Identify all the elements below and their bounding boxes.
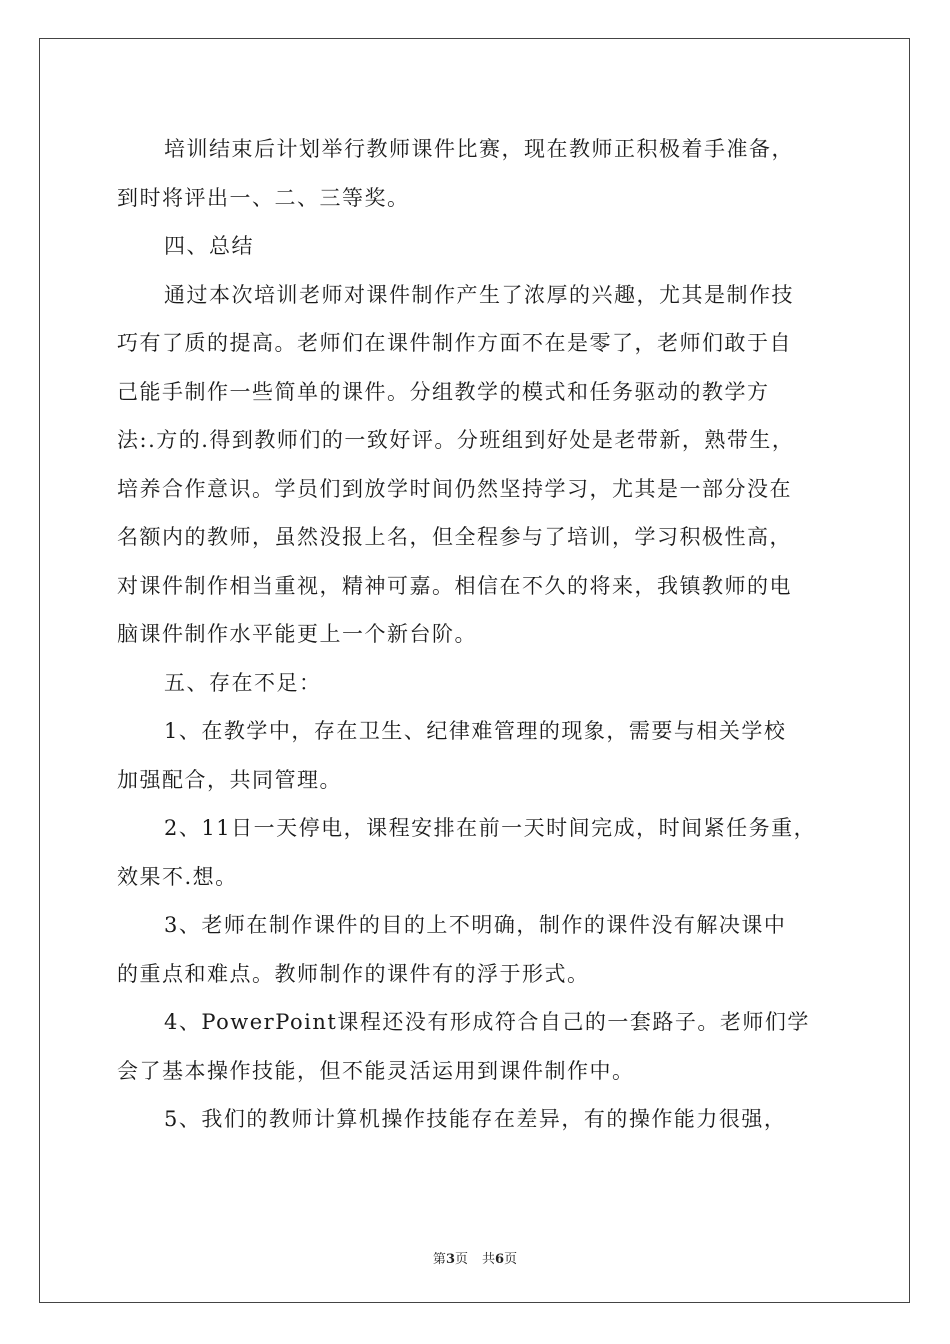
text-line: 名额内的教师，虽然没报上名，但全程参与了培训，学习积极性高， [117, 525, 792, 549]
total-suffix: 页 [504, 1252, 518, 1267]
list-item-1: 1、在教学中，存在卫生、纪律难管理的现象，需要与相关学校 [164, 719, 787, 743]
text-line: 会了基本操作技能，但不能灵活运用到课件制作中。 [117, 1058, 635, 1083]
current-page-number: 3 [445, 1252, 455, 1267]
text-line: 效果不.想。 [117, 864, 238, 889]
text-line: 培训结束后计划举行教师课件比赛，现在教师正积极着手准备， [164, 137, 794, 161]
document-body [117, 130, 837, 1149]
text-line: 加强配合，共同管理。 [117, 767, 342, 792]
text-line: 己能手制作一些简单的课件。分组教学的模式和任务驱动的教学方 [117, 379, 770, 404]
section-heading-shortcomings: 五、存在不足： [164, 670, 322, 695]
section-heading-summary: 四、总结 [164, 234, 254, 258]
text-line: 到时将评出一、二、三等奖。 [117, 185, 410, 210]
list-item-2: 2、11日一天停电，课程安排在前一天时间完成，时间紧任务重， [164, 816, 817, 840]
page-prefix: 第 [432, 1252, 446, 1267]
total-page-number: 6 [495, 1252, 505, 1267]
text-line: 脑课件制作水平能更上一个新台阶。 [117, 622, 477, 646]
list-item-4: 4、PowerPoint课程还没有形成符合自己的一套路子。老师们学 [164, 1010, 810, 1034]
text-line: 巧有了质的提高。老师们在课件制作方面不在是零了，老师们敢于自 [117, 331, 792, 355]
list-item-3: 3、老师在制作课件的目的上不明确，制作的课件没有解决课中 [164, 913, 787, 937]
text-line: 培养合作意识。学员们到放学时间仍然坚持学习，尤其是一部分没在 [117, 476, 792, 501]
text-line: 通过本次培训老师对课件制作产生了浓厚的兴趣，尤其是制作技 [164, 282, 794, 307]
text-line: 对课件制作相当重视，精神可嘉。相信在不久的将来，我镇教师的电 [117, 573, 792, 598]
list-item-5: 5、我们的教师计算机操作技能存在差异，有的操作能力很强， [164, 1107, 787, 1131]
text-line: 的重点和难点。教师制作的课件有的浮于形式。 [117, 961, 590, 986]
total-prefix: 共 [482, 1252, 496, 1267]
text-line: 法:.方的.得到教师们的一致好评。分班组到好处是老带新，熟带生， [117, 428, 795, 452]
page-footer [0, 1248, 950, 1267]
page-suffix: 页 [454, 1252, 468, 1267]
